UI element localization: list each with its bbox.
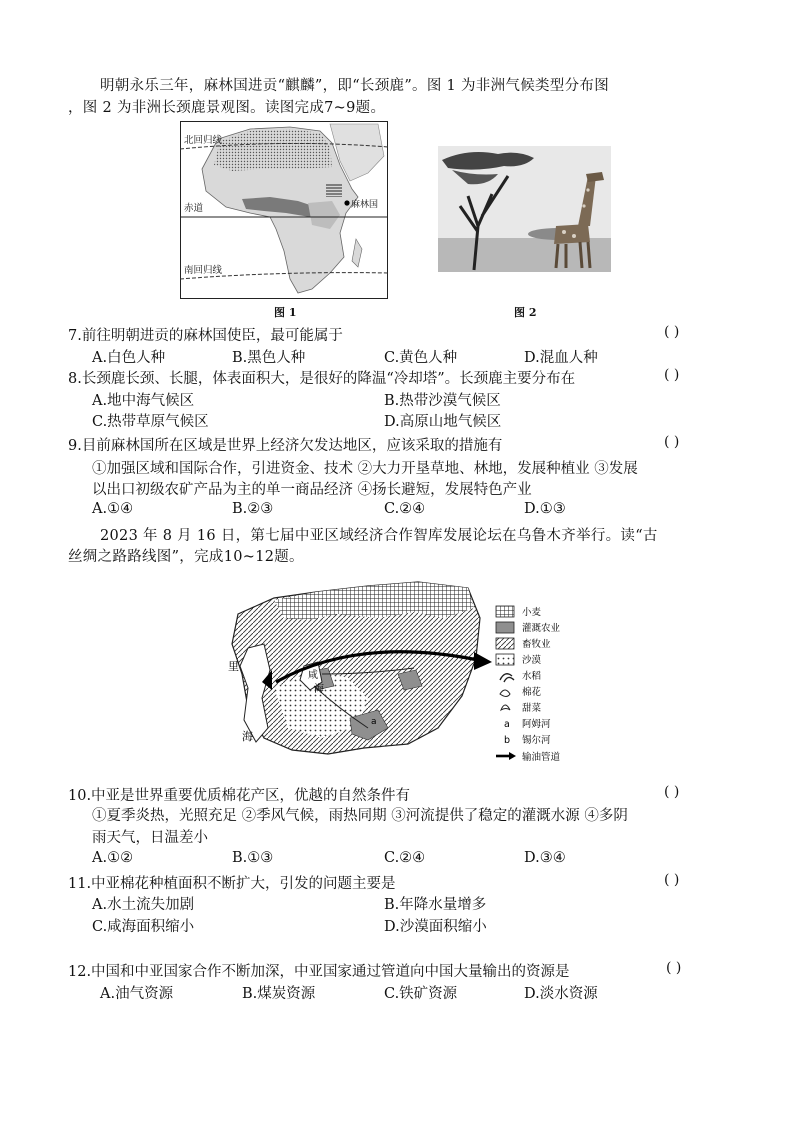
- legend-livestock-swatch: [496, 638, 514, 649]
- intro1-line2: ，图 2 为非洲长颈鹿景观图。读图完成7~9题。: [68, 100, 386, 116]
- q8-option-c[interactable]: C.热带草原气候区: [92, 414, 209, 430]
- q12-answer-blank[interactable]: ( ): [666, 960, 682, 976]
- map-pipeline-arrowhead: [474, 652, 492, 670]
- legend-cotton-label: 棉花: [522, 687, 542, 698]
- q10-option-a[interactable]: A.①②: [92, 850, 134, 866]
- legend-amu-label: 阿姆河: [522, 719, 551, 730]
- q7-option-d[interactable]: D.混血人种: [524, 350, 598, 366]
- q8-answer-blank[interactable]: ( ): [664, 367, 680, 383]
- intro2-line1: 2023 年 8 月 16 日，第七届中亚区域经济合作智库发展论坛在乌鲁木齐举行。读“古: [100, 528, 658, 544]
- intro2-line2: 丝绸之路路线图”，完成10~12题。: [68, 549, 304, 565]
- highland-zone: [326, 183, 342, 197]
- intro1-line1: 明朝永乐三年，麻林国进贡“麒麟”，即“长颈鹿”。图 1 为非洲气候类型分布图: [100, 78, 609, 94]
- map-label-caspian-2: 海: [242, 730, 253, 743]
- figure1-caption: 图 1: [274, 306, 297, 319]
- q9-statements-line1: ①加强区域和国际合作，引进资金、技术 ②大力开垦草地、林地，发展种植业 ③发展: [92, 461, 638, 477]
- legend-syr-label: 锡尔河: [522, 735, 551, 746]
- figure2-caption: 图 2: [514, 306, 537, 319]
- pipeline-legend-arrow-icon: [509, 752, 516, 760]
- q9-option-a[interactable]: A.①④: [92, 501, 134, 517]
- q9-statements-line2: 以出口初级农矿产品为主的单一商品经济 ④扬长避短，发展特色产业: [92, 482, 532, 498]
- q11-stem: 11.中亚棉花种植面积不断扩大，引发的问题主要是: [68, 876, 396, 892]
- q12-option-c[interactable]: C.铁矿资源: [384, 986, 458, 1002]
- q10-answer-blank[interactable]: ( ): [664, 784, 680, 800]
- legend-rice-label: 水稻: [522, 671, 542, 682]
- legend-wheat-label: 小麦: [522, 607, 542, 618]
- legend-a-key: a: [504, 719, 510, 730]
- label-tropic-south: 南回归线: [184, 265, 223, 276]
- q11-option-b[interactable]: B.年降水量增多: [384, 897, 487, 913]
- q12-stem: 12.中国和中亚国家合作不断加深，中亚国家通过管道向中国大量输出的资源是: [68, 964, 570, 980]
- q11-option-c[interactable]: C.咸海面积缩小: [92, 919, 195, 935]
- beet-icon: [501, 705, 510, 710]
- central-asia-map: [218, 578, 596, 778]
- q9-answer-blank[interactable]: ( ): [664, 434, 680, 450]
- q8-option-d[interactable]: D.高原山地气候区: [384, 414, 502, 430]
- q8-option-b[interactable]: B.热带沙漠气候区: [384, 393, 501, 409]
- q7-answer-blank[interactable]: ( ): [664, 324, 680, 340]
- q11-answer-blank[interactable]: ( ): [664, 872, 680, 888]
- legend-irrigated-label: 灌溉农业: [522, 623, 561, 634]
- rice-icon: [500, 674, 514, 682]
- q12-option-d[interactable]: D.淡水资源: [524, 986, 598, 1002]
- legend-wheat-swatch: [496, 606, 514, 617]
- map-wheat-zone: [274, 582, 474, 620]
- q10-stem: 10.中亚是世界重要优质棉花产区，优越的自然条件有: [68, 788, 411, 804]
- q7-stem: 7.前往明朝进贡的麻林国使臣，最可能属于: [68, 328, 343, 344]
- cotton-icon: [500, 690, 510, 697]
- legend-desert-swatch: [496, 654, 514, 665]
- q8-option-a[interactable]: A.地中海气候区: [92, 393, 195, 409]
- legend-desert-label: 沙漠: [522, 655, 542, 666]
- figure2-giraffe-photo: [438, 146, 611, 272]
- figure1-africa-map: [180, 121, 388, 299]
- map-label-aral-1: 咸: [308, 670, 318, 681]
- label-tropic-north: 北回归线: [184, 135, 223, 146]
- q10-option-d[interactable]: D.③④: [524, 850, 566, 866]
- legend-irrigated-swatch: [496, 622, 514, 633]
- q7-option-b[interactable]: B.黑色人种: [232, 350, 306, 366]
- q9-option-c[interactable]: C.②④: [384, 501, 426, 517]
- map-label-aral-2: 海: [314, 684, 324, 695]
- map-legend: [496, 606, 561, 763]
- map-label-river-a: a: [371, 717, 377, 727]
- legend-b-key: b: [504, 735, 511, 746]
- q9-option-d[interactable]: D.①③: [524, 501, 566, 517]
- map-label-caspian-1: 里: [228, 660, 239, 673]
- q10-option-b[interactable]: B.①③: [232, 850, 274, 866]
- q9-stem: 9.目前麻林国所在区域是世界上经济欠发达地区，应该采取的措施有: [68, 438, 503, 454]
- q12-option-a[interactable]: A.油气资源: [100, 986, 174, 1002]
- q10-statements-line2: 雨天气，日温差小: [92, 830, 208, 846]
- legend-beet-label: 甜菜: [522, 703, 542, 714]
- legend-livestock-label: 畜牧业: [522, 639, 551, 650]
- label-malin: 麻林国: [351, 200, 379, 210]
- photo-ground: [438, 238, 611, 272]
- q10-statements-line1: ①夏季炎热，光照充足 ②季风气候，雨热同期 ③河流提供了稳定的灌溉水源 ④多阴: [92, 808, 628, 824]
- legend-pipeline-label: 输油管道: [522, 752, 561, 763]
- q8-stem: 8.长颈鹿长颈、长腿，体表面积大，是很好的降温“冷却塔”。长颈鹿主要分布在: [68, 371, 576, 387]
- label-equator: 赤道: [184, 203, 204, 214]
- q7-option-c[interactable]: C.黄色人种: [384, 350, 458, 366]
- q12-option-b[interactable]: B.煤炭资源: [242, 986, 316, 1002]
- q11-option-a[interactable]: A.水土流失加剧: [92, 897, 195, 913]
- q10-option-c[interactable]: C.②④: [384, 850, 426, 866]
- malin-point-icon: [344, 200, 349, 205]
- q11-option-d[interactable]: D.沙漠面积缩小: [384, 919, 487, 935]
- q7-option-a[interactable]: A.白色人种: [92, 350, 166, 366]
- q9-option-b[interactable]: B.②③: [232, 501, 274, 517]
